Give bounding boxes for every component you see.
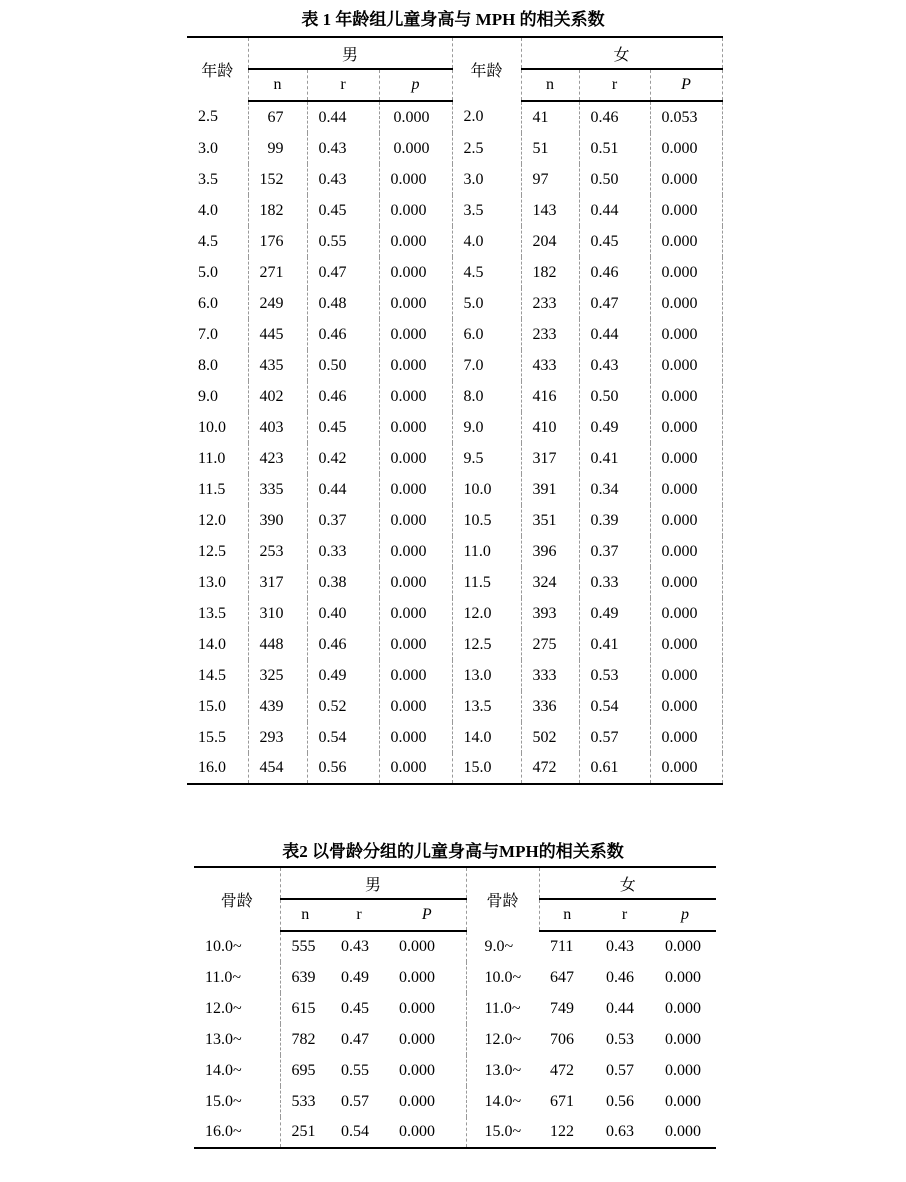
table2-cell-p-female: 0.000 [654,1117,716,1148]
table1-cell-r-male: 0.42 [307,443,379,474]
table1-cell-p-female: 0.000 [650,288,722,319]
table1-cell-n-female: 233 [521,288,579,319]
table1-cell-age-male: 4.0 [187,195,248,226]
table1-age-header-female: 年龄 [452,37,521,101]
table2-cell-p-male: 0.000 [399,1092,435,1110]
table1-cell-r-female: 0.44 [579,319,650,350]
table1-cell-n-male: 335 [248,474,307,505]
table2-row [194,1086,716,1117]
table1-cell-r-male: 0.47 [307,257,379,288]
table1-cell-p-male: 0.000 [379,288,452,319]
table2-cell-age-male: 16.0~ [194,1117,280,1148]
table1-cell-r-male: 0.46 [307,381,379,412]
table1-cell-p-male: 0.000 [379,319,452,350]
table1-cell-r-female: 0.61 [579,753,650,784]
table2-cell-n-male: 615 [291,999,316,1017]
table1-cell-p-female: 0.000 [650,412,722,443]
table2-cell-age-male: 11.0~ [194,962,280,993]
table1-cell-r-male: 0.45 [307,412,379,443]
table1-cell-p-female: 0.000 [650,660,722,691]
table1-cell-n-male: 293 [248,722,307,753]
table1-cell-age-male: 15.0 [187,691,248,722]
table1-cell-n-female: 416 [521,381,579,412]
table1-cell-n-male: 317 [248,567,307,598]
table1-cell-p-female: 0.000 [650,691,722,722]
table2-col-p-male: P [388,899,466,931]
table1-cell-n-female: 41 [521,101,579,133]
table2-cell-r-male: 0.57 [341,1092,369,1110]
table2-col-r-male: r [330,899,388,931]
table1-cell-r-male: 0.45 [307,195,379,226]
table1-cell-age-female: 12.5 [452,629,521,660]
table1-cell-age-male: 2.5 [187,101,248,133]
table1-cell-n-female: 396 [521,536,579,567]
table1-cell-r-female: 0.39 [579,505,650,536]
table1-col-n-male: n [248,69,307,101]
table2-cell-n-male: 695 [291,1061,316,1079]
table1-row [187,753,722,784]
table1-col-r-female: r [579,69,650,101]
table1-row [187,164,722,195]
table1-cell-age-female: 2.5 [452,133,521,164]
table2-cell-age-male: 15.0~ [194,1086,280,1117]
table1-cell-n-female: 275 [521,629,579,660]
table1-cell-r-male: 0.52 [307,691,379,722]
table2-row [194,1055,716,1086]
table1-cell-n-male: 182 [248,195,307,226]
table1-cell-n-female: 182 [521,257,579,288]
table2-cell-age-female: 13.0~ [466,1055,539,1086]
table1-cell-r-male: 0.40 [307,598,379,629]
table1-cell-n-female: 502 [521,722,579,753]
table1-cell-age-male: 6.0 [187,288,248,319]
table2-row [194,962,716,993]
table1-row [187,691,722,722]
table1-cell-p-female: 0.000 [650,629,722,660]
table2-cell-p-female: 0.000 [665,1092,701,1110]
table1-cell-p-male: 0.000 [379,567,452,598]
table1-cell-r-male: 0.38 [307,567,379,598]
table1-cell-n-male: 390 [248,505,307,536]
table1-cell-n-male: 271 [248,257,307,288]
table1-cell-age-male: 11.5 [187,474,248,505]
table1-cell-n-male: 99 [248,133,307,164]
table1-cell-p-female: 0.000 [650,722,722,753]
table2-cell-n-male: 782 [291,1030,316,1048]
table1-cell-p-female: 0.053 [650,101,722,133]
table1-cell-p-female: 0.000 [650,319,722,350]
table2-cell-r-male: 0.45 [341,999,369,1017]
table1-row [187,629,722,660]
table1-row [187,257,722,288]
table2-cell-r-female: 0.46 [606,968,634,986]
table1-cell-p-female: 0.000 [650,567,722,598]
table1-cell-age-female: 4.5 [452,257,521,288]
table1-cell-age-female: 10.5 [452,505,521,536]
table2-male-header: 男 [280,867,466,899]
table1-cell-age-female: 12.0 [452,598,521,629]
table2-cell-n-female: 711 [550,938,574,955]
table1-caption: 表 1 年龄组儿童身高与 MPH 的相关系数 [301,10,605,29]
table1-cell-p-male: 0.000 [379,474,452,505]
table1-row [187,350,722,381]
table2-cell-age-male: 14.0~ [194,1055,280,1086]
table1-cell-r-female: 0.45 [579,226,650,257]
table1-cell-n-female: 97 [521,164,579,195]
table2-cell-p-female: 0.000 [665,938,701,955]
table1-cell-r-male: 0.46 [307,319,379,350]
table2-row [194,993,716,1024]
table1-cell-age-male: 8.0 [187,350,248,381]
table1-cell-p-male: 0.000 [379,195,452,226]
table2-cell-age-female: 11.0~ [466,993,539,1024]
table1-cell-age-female: 5.0 [452,288,521,319]
table2-cell-p-male: 0.000 [399,1030,435,1048]
table1-cell-p-female: 0.000 [650,226,722,257]
table1-cell-n-female: 143 [521,195,579,226]
table2-cell-r-female: 0.53 [606,1030,634,1048]
table1-cell-n-female: 393 [521,598,579,629]
table2-cell-n-female: 671 [550,1092,574,1110]
table1-age-header-male: 年龄 [187,37,248,101]
table1-cell-n-female: 472 [521,753,579,784]
table1-cell-age-female: 14.0 [452,722,521,753]
table1-row [187,226,722,257]
table1-cell-p-male: 0.000 [379,660,452,691]
table1-cell-r-female: 0.44 [579,195,650,226]
table1-col-n-female: n [521,69,579,101]
table2-cell-age-male: 12.0~ [194,993,280,1024]
table1-cell-p-male: 0.000 [379,722,452,753]
table1-cell-r-female: 0.49 [579,412,650,443]
table2-cell-p-female: 0.000 [665,1061,701,1079]
table1-cell-p-female: 0.000 [650,350,722,381]
table1-cell-age-male: 14.5 [187,660,248,691]
table1-cell-n-male: 310 [248,598,307,629]
table2-cell-n-male: 639 [291,968,316,986]
table1-male-header: 男 [248,37,452,69]
table1-cell-r-male: 0.49 [307,660,379,691]
table2-cell-r-male: 0.49 [341,968,369,986]
table1-cell-n-female: 333 [521,660,579,691]
table1-cell-age-male: 5.0 [187,257,248,288]
table1-cell-r-female: 0.49 [579,598,650,629]
table1-cell-n-female: 433 [521,350,579,381]
table2-cell-age-male: 13.0~ [194,1024,280,1055]
table2-cell-r-female: 0.63 [595,1117,654,1148]
table1-cell-n-female: 204 [521,226,579,257]
table1-cell-r-female: 0.47 [579,288,650,319]
table1-cell-age-female: 7.0 [452,350,521,381]
table1-row [187,722,722,753]
table1-cell-p-male: 0.000 [379,226,452,257]
table1-cell-p-male: 0.000 [379,753,452,784]
table1-cell-age-female: 6.0 [452,319,521,350]
table1-cell-r-female: 0.41 [579,629,650,660]
table1-cell-age-male: 16.0 [187,753,248,784]
table1-female-header: 女 [521,37,722,69]
table2-age-header-female: 骨龄 [466,867,539,931]
table2-cell-r-male: 0.55 [341,1061,369,1079]
table1-cell-p-female: 0.000 [650,505,722,536]
table1-cell-p-female: 0.000 [650,474,722,505]
table1-cell-n-male: 249 [248,288,307,319]
table1-cell-age-male: 13.5 [187,598,248,629]
table1-cell-age-male: 14.0 [187,629,248,660]
table2-cell-r-female: 0.43 [606,938,634,955]
table2-cell-age-female: 15.0~ [466,1117,539,1148]
table1-cell-n-female: 324 [521,567,579,598]
table1-cell-p-male: 0.000 [379,164,452,195]
table2-cell-r-female: 0.44 [606,999,634,1017]
table1-col-p-male: p [379,69,452,101]
table1-cell-r-male: 0.56 [307,753,379,784]
table2-col-p-female: p [654,899,716,931]
table2-cell-age-male: 10.0~ [194,931,280,962]
table2-col-n-male: n [280,899,330,931]
table1-cell-age-male: 12.0 [187,505,248,536]
table1-cell-n-male: 445 [248,319,307,350]
table1-cell-age-male: 12.5 [187,536,248,567]
table1-cell-r-female: 0.57 [579,722,650,753]
table2 [194,866,716,1149]
table1-cell-age-female: 15.0 [452,753,521,784]
table1-cell-p-male: 0.000 [379,691,452,722]
table1-cell-p-female: 0.000 [650,164,722,195]
table1-cell-p-male: 0.000 [379,381,452,412]
table2-age-header-male: 骨龄 [194,867,280,931]
table2-cell-p-male: 0.000 [388,1117,466,1148]
table1-cell-n-male: 67 [248,101,307,133]
table1-cell-age-female: 11.0 [452,536,521,567]
table2-cell-p-male: 0.000 [399,968,435,986]
table1-cell-r-female: 0.46 [579,257,650,288]
table1-cell-r-male: 0.43 [307,164,379,195]
table1-cell-n-male: 152 [248,164,307,195]
table2-col-r-female: r [595,899,654,931]
table1-row [187,288,722,319]
table2-cell-p-female: 0.000 [665,999,701,1017]
table2-cell-n-female: 706 [550,1030,574,1048]
table1-col-p-female: P [650,69,722,101]
table2-cell-n-female: 647 [550,968,574,986]
table1-cell-p-male: 0.000 [379,257,452,288]
table1-cell-r-female: 0.43 [579,350,650,381]
table2-cell-n-male: 533 [291,1092,316,1110]
table2-cell-n-female: 749 [550,999,574,1017]
table1-cell-n-male: 435 [248,350,307,381]
table2-caption: 表2 以骨龄分组的儿童身高与MPH的相关系数 [282,842,624,861]
table2-row [194,1024,716,1055]
table1-cell-n-female: 391 [521,474,579,505]
table1-row [187,412,722,443]
table2-cell-r-female: 0.56 [606,1092,634,1110]
table1-row [187,505,722,536]
table1-cell-n-female: 336 [521,691,579,722]
table1-cell-age-male: 13.0 [187,567,248,598]
table1-row [187,567,722,598]
table1-cell-age-male: 7.0 [187,319,248,350]
table1-cell-p-female: 0.000 [650,195,722,226]
table2-cell-age-female: 9.0~ [466,931,539,962]
table1-cell-n-female: 317 [521,443,579,474]
table1-cell-p-female: 0.000 [650,443,722,474]
table1-cell-n-male: 253 [248,536,307,567]
table1-row [187,598,722,629]
table1-cell-p-male: 0.000 [379,505,452,536]
table1-cell-n-male: 403 [248,412,307,443]
table2-cell-r-female: 0.57 [606,1061,634,1079]
table1-cell-r-male: 0.50 [307,350,379,381]
table1-cell-p-male: 0.000 [379,133,452,164]
table1-cell-age-female: 11.5 [452,567,521,598]
table1-cell-n-female: 410 [521,412,579,443]
table1-cell-r-male: 0.43 [307,133,379,164]
table2-female-header: 女 [539,867,716,899]
table1-cell-p-male: 0.000 [379,412,452,443]
table1-cell-r-male: 0.37 [307,505,379,536]
table1-cell-p-female: 0.000 [650,381,722,412]
table2-cell-p-female: 0.000 [665,968,701,986]
table1-cell-r-male: 0.55 [307,226,379,257]
table1-cell-r-female: 0.50 [579,164,650,195]
table1-cell-p-male: 0.000 [379,598,452,629]
table1-row [187,536,722,567]
table1-cell-age-female: 3.0 [452,164,521,195]
table1-row [187,319,722,350]
table1-cell-n-male: 423 [248,443,307,474]
table1-cell-age-female: 8.0 [452,381,521,412]
table1-cell-p-female: 0.000 [650,133,722,164]
table1-cell-r-male: 0.33 [307,536,379,567]
table1-cell-age-male: 3.5 [187,164,248,195]
table1-cell-age-female: 2.0 [452,101,521,133]
table2-cell-p-male: 0.000 [399,1061,435,1079]
table1-cell-age-male: 10.0 [187,412,248,443]
table2-row [194,931,716,962]
table1-cell-n-female: 351 [521,505,579,536]
table1-cell-r-male: 0.44 [307,474,379,505]
table1-cell-age-female: 10.0 [452,474,521,505]
table1-cell-p-male: 0.000 [379,101,452,133]
table1-cell-age-male: 15.5 [187,722,248,753]
table2-cell-r-male: 0.43 [341,938,369,955]
table1-cell-age-female: 13.0 [452,660,521,691]
table2-cell-age-female: 10.0~ [466,962,539,993]
table2-cell-p-female: 0.000 [665,1030,701,1048]
table2-cell-r-male: 0.47 [341,1030,369,1048]
table1-cell-n-male: 448 [248,629,307,660]
table1-row [187,474,722,505]
table1-cell-age-female: 9.5 [452,443,521,474]
table1-cell-r-male: 0.54 [307,722,379,753]
table1-cell-r-female: 0.37 [579,536,650,567]
table1-cell-age-female: 9.0 [452,412,521,443]
table2-row [194,1117,716,1148]
table1-cell-r-female: 0.41 [579,443,650,474]
table1-cell-age-female: 3.5 [452,195,521,226]
table1-cell-n-male: 325 [248,660,307,691]
table1-cell-age-male: 4.5 [187,226,248,257]
table1-cell-n-female: 233 [521,319,579,350]
table1-row [187,381,722,412]
table1-cell-p-male: 0.000 [379,443,452,474]
table1-cell-age-male: 3.0 [187,133,248,164]
table1-cell-r-female: 0.51 [579,133,650,164]
table1-cell-n-male: 176 [248,226,307,257]
table2-col-n-female: n [539,899,595,931]
table1-row [187,195,722,226]
table1-row [187,660,722,691]
table1-cell-r-male: 0.48 [307,288,379,319]
table1-cell-r-female: 0.50 [579,381,650,412]
table1-cell-p-male: 0.000 [379,350,452,381]
table1-cell-age-female: 4.0 [452,226,521,257]
table2-cell-n-male: 251 [280,1117,330,1148]
table1-cell-r-female: 0.34 [579,474,650,505]
table2-cell-p-male: 0.000 [399,938,435,955]
table1-col-r-male: r [307,69,379,101]
table1-cell-p-male: 0.000 [379,536,452,567]
table2-cell-n-male: 555 [291,938,316,955]
table1-cell-r-female: 0.53 [579,660,650,691]
table1-cell-n-male: 454 [248,753,307,784]
table2-cell-p-male: 0.000 [399,999,435,1017]
table1-cell-r-female: 0.54 [579,691,650,722]
table2-cell-n-female: 472 [550,1061,574,1079]
table2-cell-r-male: 0.54 [330,1117,388,1148]
table1-cell-age-male: 9.0 [187,381,248,412]
table1-cell-p-female: 0.000 [650,753,722,784]
table2-cell-age-female: 12.0~ [466,1024,539,1055]
table1-cell-p-female: 0.000 [650,536,722,567]
table1-cell-p-female: 0.000 [650,257,722,288]
table2-cell-n-female: 122 [539,1117,595,1148]
table1-cell-n-female: 51 [521,133,579,164]
table1-cell-r-female: 0.46 [579,101,650,133]
table1-cell-r-male: 0.44 [307,101,379,133]
table1-cell-p-female: 0.000 [650,598,722,629]
table2-cell-age-female: 14.0~ [466,1086,539,1117]
table1-cell-r-male: 0.46 [307,629,379,660]
table1-row [187,133,722,164]
table1-cell-p-male: 0.000 [379,629,452,660]
table1-cell-n-male: 402 [248,381,307,412]
table1-cell-age-male: 11.0 [187,443,248,474]
table1 [187,36,723,785]
table1-row [187,101,722,133]
table1-row [187,443,722,474]
table1-cell-r-female: 0.33 [579,567,650,598]
table1-cell-n-male: 439 [248,691,307,722]
table1-cell-age-female: 13.5 [452,691,521,722]
